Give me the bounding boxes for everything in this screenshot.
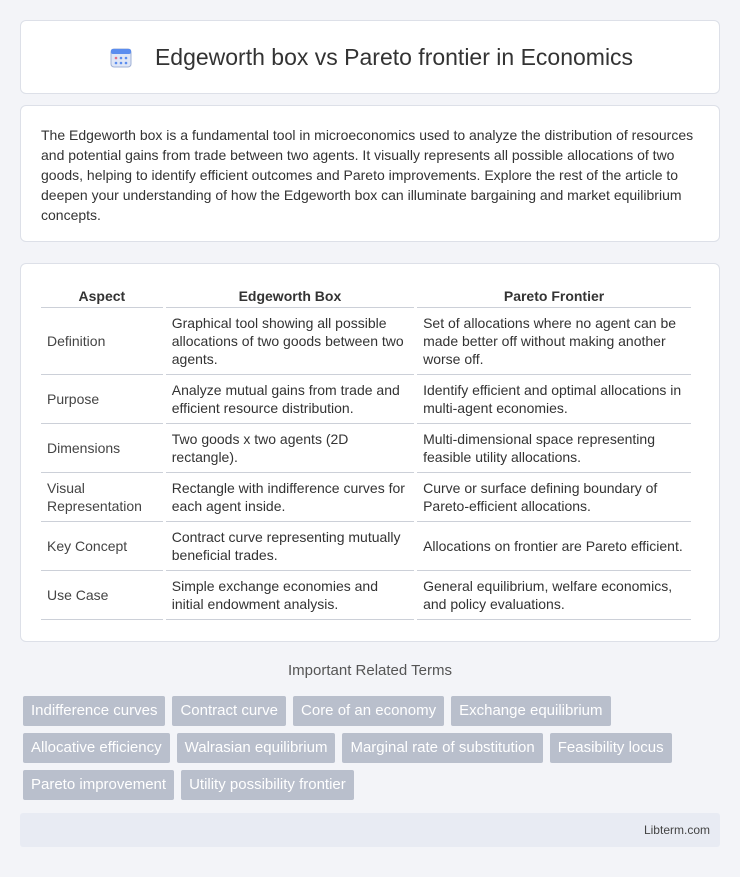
row-aspect: Key Concept (41, 522, 163, 571)
comparison-table (38, 282, 694, 620)
tag-contract-curve[interactable]: Contract curve (172, 696, 286, 726)
page-title: Edgeworth box vs Pareto frontier in Economics (154, 43, 634, 70)
table-row (41, 473, 691, 522)
calendar-icon (107, 43, 135, 71)
row-aspect: Visual Representation (41, 473, 163, 522)
table-row (41, 522, 691, 571)
tag-indifference-curves[interactable]: Indifference curves (23, 696, 165, 726)
row-aspect: Dimensions (41, 424, 163, 473)
tag-pareto-improvement[interactable]: Pareto improvement (23, 770, 174, 800)
row-aspect: Definition (41, 308, 163, 375)
row-edgeworth: Two goods x two agents (2D rectangle). (166, 424, 414, 473)
table-row (41, 375, 691, 424)
intro-card (20, 105, 720, 242)
comparison-card (20, 263, 720, 642)
table-header-row (41, 282, 691, 308)
footer-site-link[interactable]: Libterm.com (643, 823, 710, 837)
tag-marginal-rate-of-substitution[interactable]: Marginal rate of substitution (342, 733, 542, 763)
row-pareto: Curve or surface defining boundary of Pareto-efficient allocations. (417, 473, 691, 522)
header-edgeworth: Edgeworth Box (166, 282, 414, 308)
row-edgeworth: Contract curve representing mutually beneficial trades. (166, 522, 414, 571)
tag-allocative-efficiency[interactable]: Allocative efficiency (23, 733, 170, 763)
tag-core-of-an-economy[interactable]: Core of an economy (293, 696, 444, 726)
row-pareto: General equilibrium, welfare economics, and policy evaluations. (417, 571, 691, 620)
row-pareto: Allocations on frontier are Pareto efficient. (417, 522, 691, 571)
row-edgeworth: Analyze mutual gains from trade and efficient resource distribution. (166, 375, 414, 424)
table-row (41, 424, 691, 473)
row-pareto: Multi-dimensional space representing feasible utility allocations. (417, 424, 691, 473)
row-edgeworth: Graphical tool showing all possible allocations of two goods between two agents. (166, 308, 414, 375)
related-terms-title: Important Related Terms (288, 662, 452, 679)
footer (20, 813, 720, 847)
tag-utility-possibility-frontier[interactable]: Utility possibility frontier (181, 770, 354, 800)
row-pareto: Identify efficient and optimal allocations in multi-agent economies. (417, 375, 691, 424)
row-aspect: Purpose (41, 375, 163, 424)
title-card (20, 20, 720, 94)
tag-exchange-equilibrium[interactable]: Exchange equilibrium (451, 696, 610, 726)
header-aspect: Aspect (41, 282, 163, 308)
header-pareto: Pareto Frontier (417, 282, 691, 308)
row-edgeworth: Simple exchange economies and initial endowment analysis. (166, 571, 414, 620)
intro-text: The Edgeworth box is a fundamental tool in microeconomics used to analyze the distribution of resources and potential gains from trade between two agents. It visually represents all possible allocations of two goods, helping to identify efficient outcomes and Pareto improvements. Explore the rest of the article to deepen your understanding of how the Edgeworth box can illuminate bargaining and market equilibrium concepts. (41, 127, 694, 223)
row-aspect: Use Case (41, 571, 163, 620)
row-edgeworth: Rectangle with indifference curves for each agent inside. (166, 473, 414, 522)
row-pareto: Set of allocations where no agent can be made better off without making another worse off. (417, 308, 691, 375)
table-row (41, 571, 691, 620)
tag-walrasian-equilibrium[interactable]: Walrasian equilibrium (177, 733, 336, 763)
table-row (41, 308, 691, 375)
tag-feasibility-locus[interactable]: Feasibility locus (550, 733, 672, 763)
related-terms-tags (23, 696, 723, 800)
